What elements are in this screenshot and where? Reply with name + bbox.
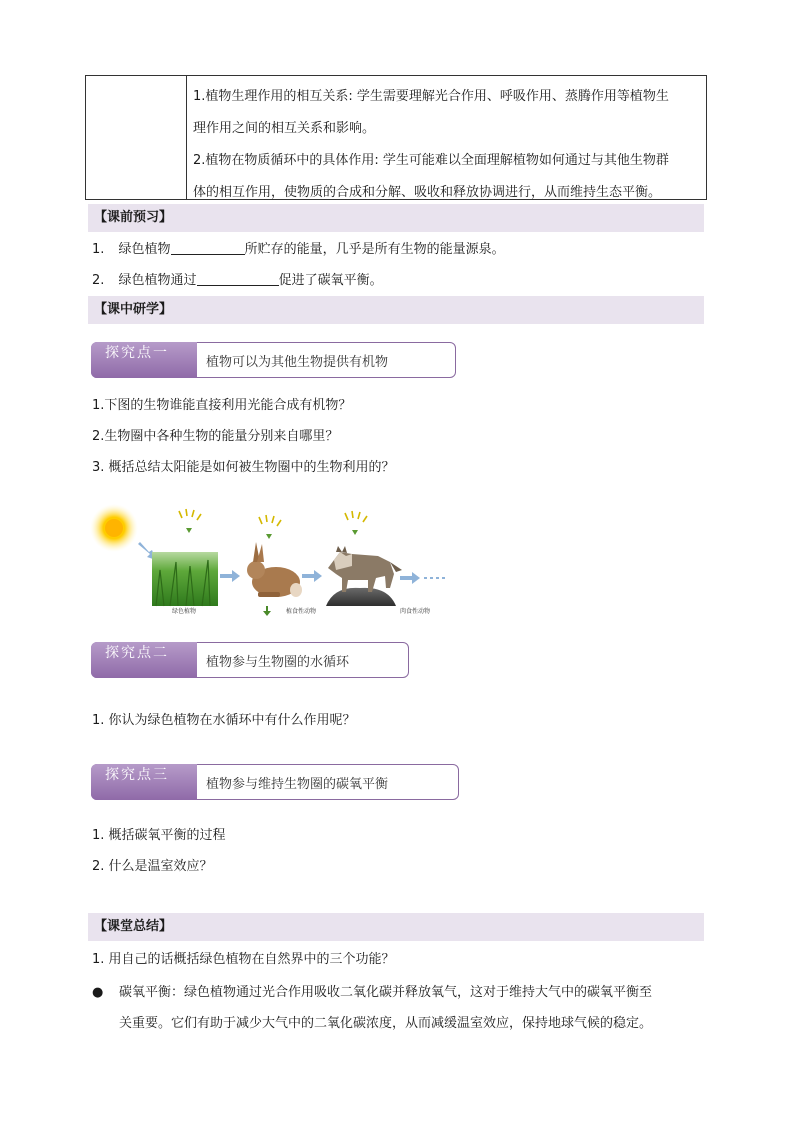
explore-point-2-tag <box>91 642 409 678</box>
table-line: 理作用之间的相互关系和影响。 <box>193 121 376 136</box>
caption-plant: 绿色植物 <box>172 608 197 615</box>
sunlight-rays-icon <box>345 511 367 535</box>
continuation-dots-icon <box>400 572 446 584</box>
preview-header: 【课前预习】 <box>88 204 704 232</box>
explore-point-label: 探究点二 <box>91 642 197 678</box>
sunlight-rays-icon <box>179 509 201 533</box>
question-number: 2. <box>92 273 105 288</box>
question-text: 所贮存的能量，几乎是所有生物的能量源泉。 <box>244 242 505 257</box>
table-left-cell <box>86 76 187 199</box>
preview-question-1 <box>92 240 505 260</box>
explore-point-title: 植物可以为其他生物提供有机物 <box>206 355 389 370</box>
table-line: 2.植物在物质循环中的具体作用: 学生可能难以全面理解植物如何通过与其他生物群 <box>193 153 669 168</box>
rabbit-icon <box>247 542 302 597</box>
point1-question: 2.生物圈中各种生物的能量分别来自哪里？ <box>92 429 339 444</box>
table-line: 体的相互作用，使物质的合成和分解、吸收和释放协调进行，从而维持生态平衡。 <box>193 185 662 200</box>
explore-point-title: 植物参与生物圈的水循环 <box>206 655 350 670</box>
arrow-icon <box>220 570 240 582</box>
answer-blank[interactable] <box>171 240 245 255</box>
point1-question: 3. 概括总结太阳能是如何被生物圈中的生物利用的？ <box>92 460 395 475</box>
caption-carnivore: 肉食性动物 <box>400 608 431 615</box>
food-chain-figure <box>90 500 450 620</box>
explore-point-label: 探究点一 <box>91 342 197 378</box>
explore-point-label: 探究点三 <box>91 764 197 800</box>
down-arrow-icon <box>263 606 271 616</box>
grass-icon <box>152 552 218 606</box>
answer-blank[interactable] <box>197 271 279 286</box>
sunlight-rays-icon <box>259 515 281 539</box>
summary-header: 【课堂总结】 <box>88 913 704 941</box>
question-number: 1. <box>92 242 105 257</box>
sun-icon <box>90 504 138 552</box>
summary-question: 1. 用自己的话概括绿色植物在自然界中的三个功能？ <box>92 952 395 967</box>
food-chain-illustration <box>90 500 450 620</box>
preview-question-2 <box>92 271 383 291</box>
study-header: 【课中研学】 <box>88 296 704 324</box>
explore-point-title: 植物参与维持生物圈的碳氧平衡 <box>206 777 389 792</box>
difficulty-table <box>85 75 707 200</box>
summary-bullet-text: 碳氧平衡：绿色植物通过光合作用吸收二氧化碳并释放氧气，这对于维持大气中的碳氧平衡至 <box>119 985 653 1000</box>
table-line: 1.植物生理作用的相互关系: 学生需要理解光合作用、呼吸作用、蒸腾作用等植物生 <box>193 89 669 104</box>
question-text: 绿色植物通过 <box>118 273 197 288</box>
point3-question: 1. 概括碳氧平衡的过程 <box>92 828 226 843</box>
summary-bullet: ● <box>92 985 104 1000</box>
explore-point-3-tag <box>91 764 459 800</box>
table-right-cell <box>187 76 706 209</box>
caption-herbivore: 植食性动物 <box>286 608 317 615</box>
summary-bullet-text: 关重要。它们有助于减少大气中的二氧化碳浓度，从而减缓温室效应，保持地球气候的稳定。 <box>119 1016 653 1031</box>
question-text: 促进了碳氧平衡。 <box>278 273 383 288</box>
point1-question: 1.下图的生物谁能直接利用光能合成有机物？ <box>92 398 352 413</box>
point2-question: 1. 你认为绿色植物在水循环中有什么作用呢？ <box>92 713 356 728</box>
wolf-icon <box>326 546 402 606</box>
question-text: 绿色植物 <box>118 242 171 257</box>
point3-question: 2. 什么是温室效应？ <box>92 859 213 874</box>
arrow-icon <box>302 570 322 582</box>
explore-point-1-tag <box>91 342 456 378</box>
